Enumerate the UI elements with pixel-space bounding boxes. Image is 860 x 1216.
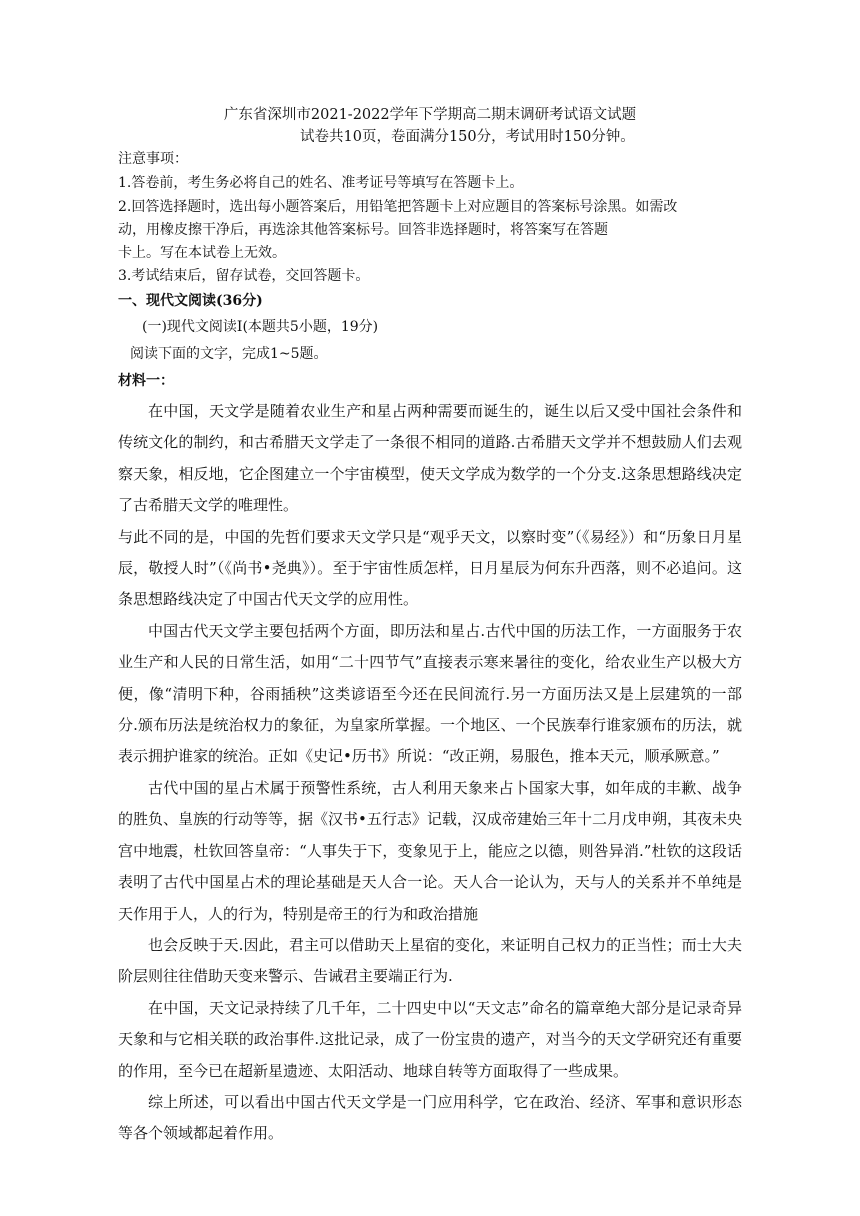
paragraph: 综上所述，可以看出中国古代天文学是一门应用科学，它在政治、经济、军事和意识形态等各个领域都起着作用。 bbox=[118, 1092, 742, 1143]
material-body bbox=[118, 396, 742, 1150]
notes-item-2-line-2: 动，用橡皮擦干净后，再选涂其他答案标号。回答非选择题时，将答案写在答题 bbox=[118, 222, 608, 238]
notes-item-1: 1.答卷前，考生务必将自己的姓名、准考证号等填写在答题卡上。 bbox=[118, 175, 524, 191]
exam-subtitle: 试卷共10页，卷面满分150分，考试用时150分钟。 bbox=[300, 129, 635, 145]
paragraph: 与此不同的是，中国的先哲们要求天文学只是“观乎天文，以察时变”（《易经》）和“历象日月星辰，敬授人时”（《尚书•尧典》）。至于宇宙性质怎样，日月星辰为何东升西落，则不必追问。这条思想路线决定了中国古代天文学的应用性。 bbox=[118, 527, 742, 609]
paragraph: 在中国，天文学是随着农业生产和星占两种需要而诞生的，诞生以后又受中国社会条件和传统文化的制约，和古希腊天文学走了一条很不相同的道路.古希腊天文学并不想鼓励人们去观察天象，相反地，它企图建立一个宇宙模型，使天文学成为数学的一个分支.这条思想路线决定了古希腊天文学的唯理性。 bbox=[118, 402, 742, 515]
notes-item-2-line-1: 2.回答选择题时，选出每小题答案后，用铅笔把答题卡上对应题目的答案标号涂黑。如需改 bbox=[118, 199, 678, 215]
section-heading: 一、现代文阅读(36分) bbox=[118, 293, 263, 309]
notes-heading: 注意事项： bbox=[118, 151, 188, 167]
paragraph: 也会反映于天.因此，君主可以借助天上星宿的变化，来证明自己权力的正当性；而士大夫阶层则往往借助天变来警示、告诫君主要端正行为. bbox=[118, 935, 742, 986]
sub-section-heading: (一)现代文阅读Ⅰ(本题共5小题，19分) bbox=[142, 319, 379, 335]
material-label: 材料一： bbox=[118, 373, 174, 389]
paragraph: 中国古代天文学主要包括两个方面，即历法和星占.古代中国的历法工作，一方面服务于农业生产和人民的日常生活，如用“二十四节气”直接表示寒来暑往的变化，给农业生产以极大方便，像“清明下种，谷雨插秧”这类谚语至今还在民间流行.另一方面历法又是上层建筑的一部分.颁布历法是统治权力的象征，为皇家所掌握。一个地区、一个民族奉行谁家颁布的历法，就表示拥护谁家的统治。正如《史记•历书》所说：“改正朔，易服色，推本天元，顺承厥意。” bbox=[118, 621, 742, 766]
reading-instruction: 阅读下面的文字，完成1~5题。 bbox=[130, 346, 328, 362]
paragraph: 在中国，天文记录持续了几千年，二十四史中以“天文志”命名的篇章绝大部分是记录奇异天象和与它相关联的政治事件.这批记录，成了一份宝贵的遗产，对当今的天文学研究还有重要的作用，至今已在超新星遗迹、太阳活动、地球自转等方面取得了一些成果。 bbox=[118, 998, 742, 1080]
paragraph: 古代中国的星占术属于预警性系统，古人利用天象来占卜国家大事，如年成的丰歉、战争的胜负、皇族的行动等等，据《汉书•五行志》记载，汉成帝建始三年十二月戊申朔，其夜未央宫中地震，杜钦回答皇帝：“人事失于下，变象见于上，能应之以德，则咎异消.”杜钦的这段话表明了古代中国星占术的理论基础是天人合一论。天人合一论认为，天与人的关系并不单纯是天作用于人，人的行为，特别是帝王的行为和政治措施 bbox=[118, 778, 742, 923]
notes-item-3: 3.考试结束后，留存试卷，交回答题卡。 bbox=[118, 268, 370, 284]
exam-title: 广东省深圳市2021-2022学年下学期高二期末调研考试语文试题 bbox=[223, 107, 637, 123]
notes-item-2-line-3: 卡上。写在本试卷上无效。 bbox=[118, 245, 286, 261]
